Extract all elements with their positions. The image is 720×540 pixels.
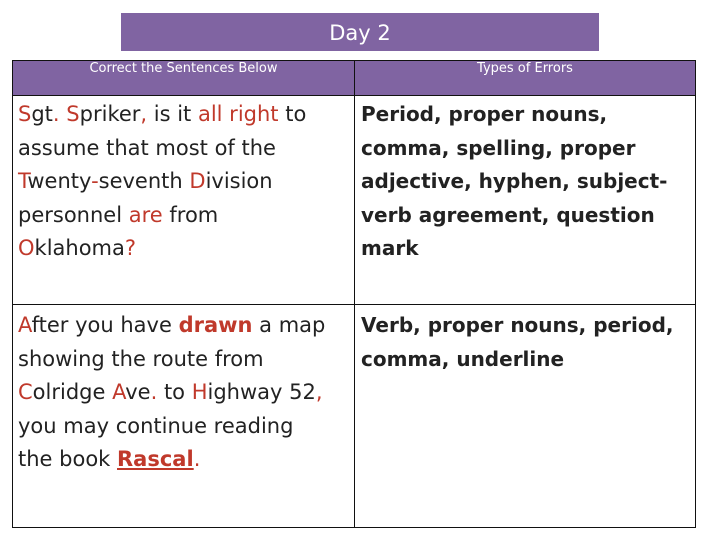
sentence-text — [13, 96, 354, 266]
error-type-line: comma, underline — [361, 346, 565, 371]
correction-mark: are — [128, 202, 163, 227]
exercise-table — [12, 60, 696, 528]
correction-mark: O — [18, 236, 35, 260]
sentence-line — [18, 232, 354, 266]
errors-text — [355, 96, 695, 266]
sentence-segment: the book — [18, 447, 118, 471]
sentence-segment: olridge — [32, 380, 113, 404]
errors-text — [355, 305, 695, 376]
sentence-segment: ve — [125, 380, 151, 404]
sentence-segment: assume that most of the — [18, 135, 276, 160]
errors-cell — [355, 96, 696, 305]
sentence-line — [18, 98, 354, 132]
day-title: Day 2 — [329, 21, 391, 45]
correction-mark: Rascal — [117, 447, 194, 471]
table-row — [13, 305, 696, 528]
correction-mark: - — [91, 169, 99, 193]
sentence-line — [18, 376, 354, 410]
correction-mark: S — [18, 102, 32, 126]
sentence-segment: wenty — [27, 169, 92, 193]
sentence-cell — [13, 96, 355, 305]
sentence-segment: showing the route from — [18, 346, 264, 371]
correction-mark: . — [52, 102, 60, 126]
correction-mark: . — [193, 447, 201, 471]
correction-mark: drawn — [178, 313, 253, 337]
sentence-segment: personnel — [18, 202, 129, 227]
sentence-segment: to — [157, 380, 192, 404]
sentence-segment: fter you have — [31, 313, 179, 337]
sentence-segment: klahoma — [34, 236, 125, 260]
sentence-segment: seventh — [98, 169, 190, 193]
correction-mark: H — [191, 380, 208, 404]
sentence-line — [18, 132, 354, 166]
header-sentences: Correct the Sentences Below — [13, 61, 355, 96]
error-type-line: Verb, proper nouns, period, — [361, 313, 674, 337]
sentence-cell — [13, 305, 355, 528]
sentence-segment: you may continue reading — [18, 413, 294, 438]
sentence-segment: priker — [79, 102, 141, 126]
table-row — [13, 96, 696, 305]
correction-mark: , — [140, 102, 148, 126]
sentence-segment: gt — [31, 102, 53, 126]
sentence-segment: ivision — [205, 169, 273, 193]
header-row — [13, 61, 696, 96]
correction-mark: C — [18, 380, 33, 404]
day-title-banner — [121, 13, 599, 51]
correction-mark: , — [315, 380, 323, 404]
sentence-segment: a map — [252, 313, 326, 337]
correction-mark: A — [112, 380, 126, 404]
error-type-line: adjective, hyphen, subject- — [361, 169, 668, 193]
sentence-segment: from — [162, 202, 219, 227]
correction-mark: T — [18, 169, 28, 193]
correction-mark: ? — [124, 236, 137, 260]
header-errors: Types of Errors — [355, 61, 696, 96]
sentence-line — [18, 165, 354, 199]
sentence-line — [18, 443, 354, 477]
sentence-line — [18, 343, 354, 377]
error-type-line: comma, spelling, proper — [361, 135, 636, 160]
correction-mark: D — [189, 169, 206, 193]
sentence-segment: ighway 52 — [207, 380, 316, 404]
correction-mark: all right — [197, 102, 279, 126]
sentence-line — [18, 309, 354, 343]
sentence-line — [18, 199, 354, 233]
errors-cell — [355, 305, 696, 528]
error-type-line: Period, proper nouns, — [361, 102, 608, 126]
sentence-line — [18, 410, 354, 444]
correction-mark: S — [66, 102, 80, 126]
correction-mark: A — [18, 313, 32, 337]
sentence-segment: to — [278, 102, 307, 126]
sentence-segment: is it — [147, 102, 198, 126]
error-type-line: mark — [361, 236, 419, 260]
error-type-line: verb agreement, question — [361, 202, 655, 227]
sentence-text — [13, 305, 354, 477]
correction-mark: . — [150, 380, 158, 404]
